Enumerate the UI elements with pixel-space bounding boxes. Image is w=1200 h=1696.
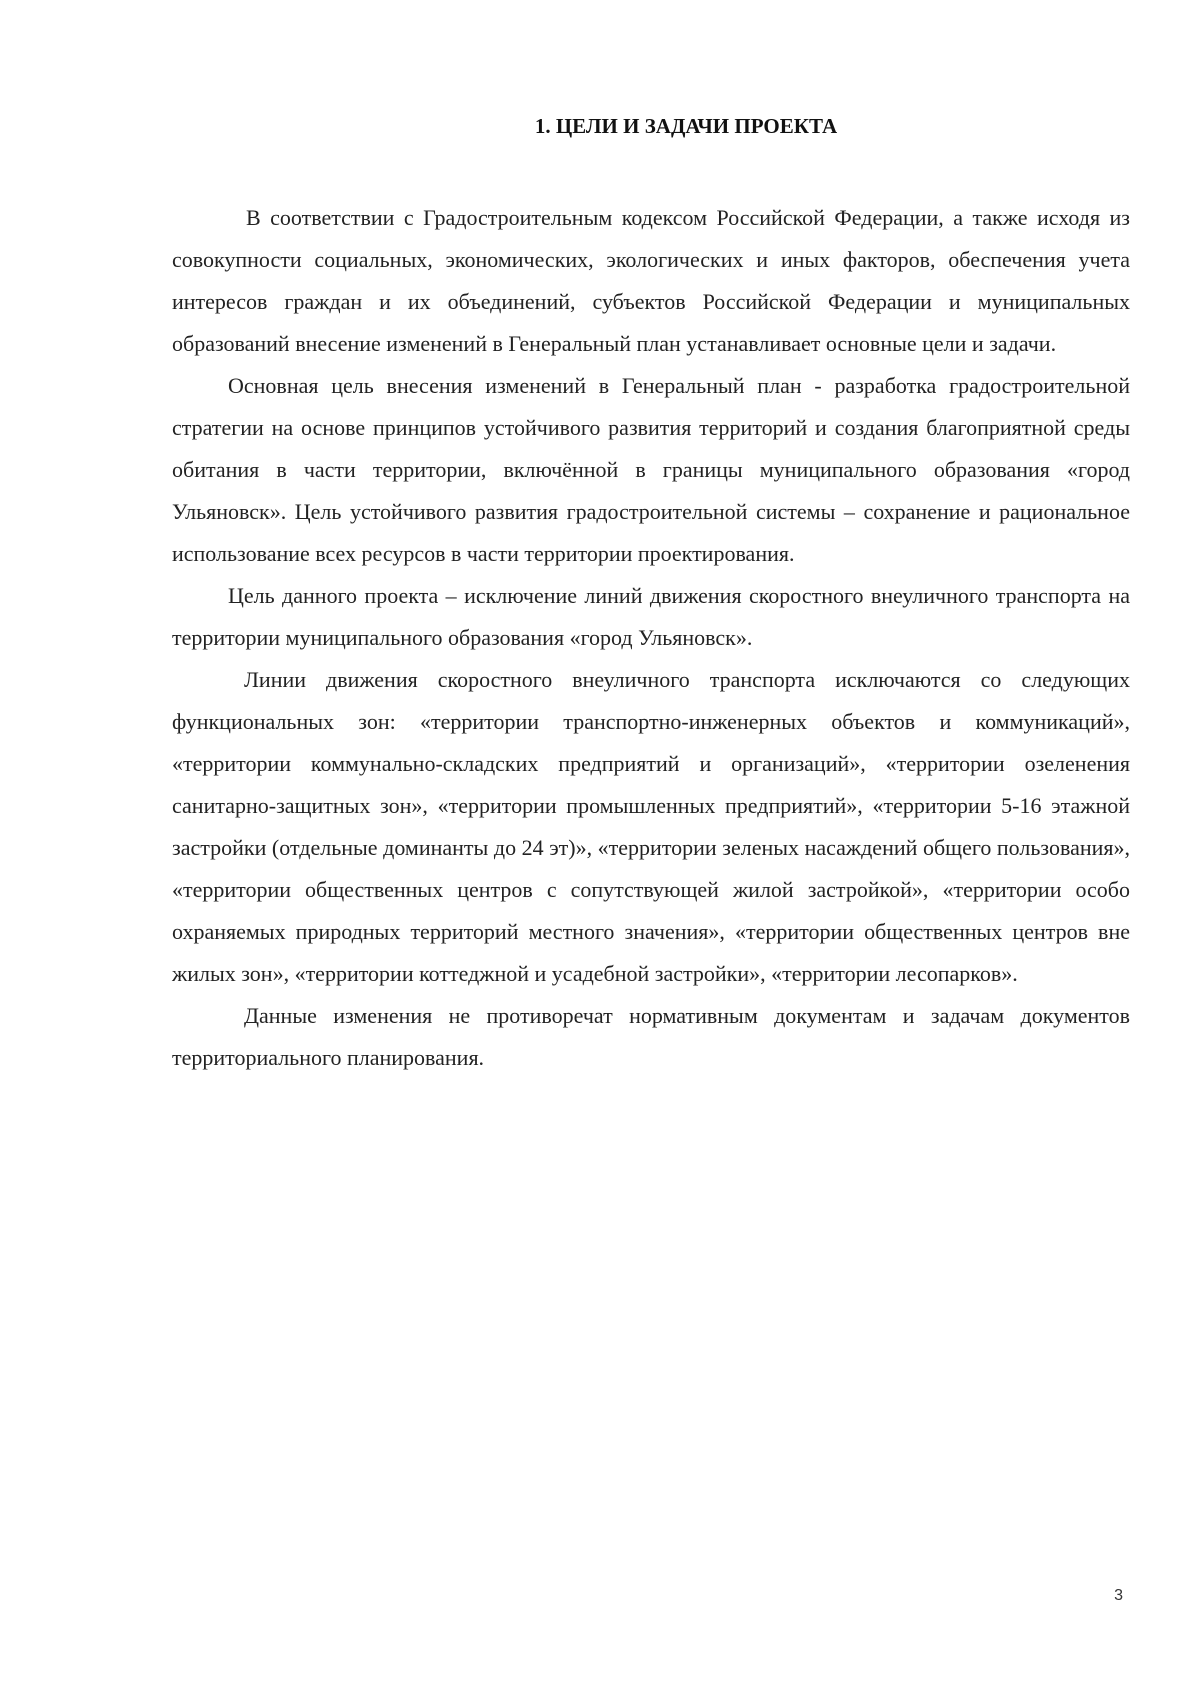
paragraph-functional-zones: Линии движения скоростного внеуличного транспорта исключаются со следующих функциональных зон: «территории транспортно-инженерных объектов и коммуникаций», «территории коммунально-складских предприятий и организаций», «территории озеленения санитарно-защитных зон», «территории промышленных предприятий», «территории 5-16 этажной застройки (отдельные доминанты до 24 эт)», «территории зеленых насаждений общего пользования», «территории общественных центров с сопутствующей жилой застройкой», «территории особо охраняемых природных территорий местного значения», «территории общественных центров вне жилых зон», «территории коттеджной и усадебной застройки», «территории лесопарков». <box>172 667 1130 986</box>
paragraph-project-goal: Цель данного проекта – исключение линий движения скоростного внеуличного транспорта на территории муниципального образования «город Ульяновск». <box>172 583 1130 650</box>
paragraph-intro: В соответствии с Градостроительным кодексом Российской Федерации, а также исходя из совокупности социальных, экономических, экологических и иных факторов, обеспечения учета интересов граждан и их объединений, субъектов Российской Федерации и муниципальных образований внесение изменений в Генеральный план устанавливает основные цели и задачи. <box>172 205 1130 356</box>
paragraph-main-goal: Основная цель внесения изменений в Генеральный план - разработка градостроительной стратегии на основе принципов устойчивого развития территорий и создания благоприятной среды обитания в части территории, включённой в границы муниципального образования «город Ульяновск». Цель устойчивого развития градостроительной системы – сохранение и рациональное использование всех ресурсов в части территории проектирования. <box>172 373 1130 566</box>
section-heading: 1. ЦЕЛИ И ЗАДАЧИ ПРОЕКТА <box>534 114 838 138</box>
body-text <box>172 197 1130 1079</box>
page-number: 3 <box>1114 1587 1123 1604</box>
paragraph-conclusion: Данные изменения не противоречат нормативным документам и задачам документов территориального планирования. <box>172 1003 1130 1070</box>
